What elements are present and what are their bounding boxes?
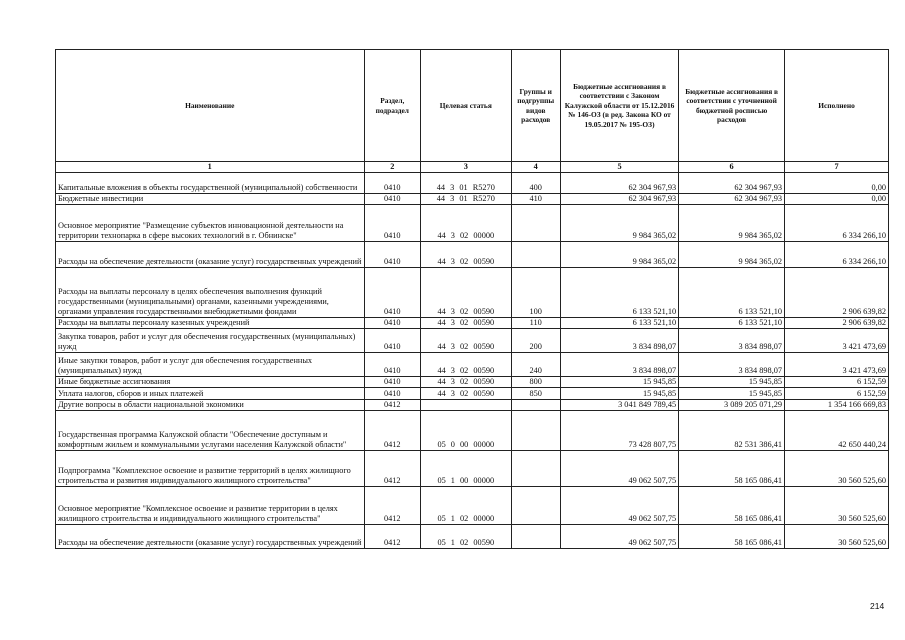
row-target-article: 44 3 02 00590 — [421, 329, 511, 353]
row-name: Иные закупки товаров, работ и услуг для обеспечения государственных (муниципальных) нужд — [56, 353, 365, 377]
header-budget-law: Бюджетные ассигнования в соответствии с Законом Калужской области от 15.12.2016 № 146-ОЗ (в ред. Закона КО от 19.05.2017 № 195-ОЗ) — [560, 50, 678, 162]
column-number: 2 — [364, 162, 421, 173]
header-name: Наименование — [56, 50, 365, 162]
row-target-article: 44 3 02 00590 — [421, 388, 511, 400]
row-section: 0410 — [364, 268, 421, 318]
row-executed: 30 560 525,60 — [785, 525, 889, 549]
row-expense-group: 400 — [511, 173, 560, 194]
header-target-article: Целевая статья — [421, 50, 511, 162]
row-target-article: 05 1 02 00590 — [421, 525, 511, 549]
row-executed: 6 152,59 — [785, 388, 889, 400]
row-expense-group — [511, 411, 560, 451]
row-target-article: 05 0 00 00000 — [421, 411, 511, 451]
row-executed: 6 334 266,10 — [785, 205, 889, 242]
row-target-article: 44 3 02 00590 — [421, 353, 511, 377]
column-number: 4 — [511, 162, 560, 173]
row-executed: 30 560 525,60 — [785, 451, 889, 487]
row-executed: 0,00 — [785, 194, 889, 205]
row-target-article — [421, 400, 511, 411]
column-number: 5 — [560, 162, 678, 173]
row-budget-law: 6 133 521,10 — [560, 268, 678, 318]
row-budget-law: 49 062 507,75 — [560, 451, 678, 487]
row-expense-group: 240 — [511, 353, 560, 377]
row-name: Капитальные вложения в объекты государственной (муниципальной) собственности — [56, 173, 365, 194]
row-executed: 2 906 639,82 — [785, 268, 889, 318]
row-executed: 3 421 473,69 — [785, 329, 889, 353]
row-name: Государственная программа Калужской области "Обеспечение доступным и комфортным жильем и коммунальными услугами населения Калужской области" — [56, 411, 365, 451]
table-row — [56, 451, 889, 487]
row-name: Расходы на выплаты персоналу казенных учреждений — [56, 318, 365, 329]
row-target-article: 44 3 02 00590 — [421, 242, 511, 268]
table-row — [56, 205, 889, 242]
row-budget-refined: 3 834 898,07 — [679, 353, 785, 377]
row-section: 0412 — [364, 400, 421, 411]
table-row — [56, 353, 889, 377]
row-budget-law: 9 984 365,02 — [560, 242, 678, 268]
row-budget-law: 62 304 967,93 — [560, 173, 678, 194]
row-name: Уплата налогов, сборов и иных платежей — [56, 388, 365, 400]
row-budget-refined: 3 089 205 071,29 — [679, 400, 785, 411]
row-name: Основное мероприятие "Размещение субъектов инновационной деятельности на территории технопарка в сфере высоких технологий в г. Обнинске" — [56, 205, 365, 242]
row-budget-refined: 62 304 967,93 — [679, 173, 785, 194]
table-row — [56, 173, 889, 194]
row-expense-group: 800 — [511, 377, 560, 388]
row-name: Подпрограмма "Комплексное освоение и развитие территорий в целях жилищного строительства и развития индивидуального жилищного строительства" — [56, 451, 365, 487]
row-budget-law: 3 834 898,07 — [560, 353, 678, 377]
row-expense-group: 110 — [511, 318, 560, 329]
column-number-row — [56, 162, 889, 173]
row-expense-group — [511, 525, 560, 549]
row-executed: 30 560 525,60 — [785, 487, 889, 525]
row-section: 0412 — [364, 487, 421, 525]
row-section: 0410 — [364, 353, 421, 377]
row-budget-law: 3 041 849 789,45 — [560, 400, 678, 411]
row-section: 0410 — [364, 388, 421, 400]
row-target-article: 44 3 02 00590 — [421, 377, 511, 388]
row-name: Другие вопросы в области национальной экономики — [56, 400, 365, 411]
row-section: 0410 — [364, 173, 421, 194]
row-target-article: 44 3 01 R5270 — [421, 173, 511, 194]
row-target-article: 44 3 02 00000 — [421, 205, 511, 242]
table-row — [56, 194, 889, 205]
header-budget-refined: Бюджетные ассигнования в соответствии с уточненной бюджетной росписью расходов — [679, 50, 785, 162]
row-budget-law: 49 062 507,75 — [560, 487, 678, 525]
row-budget-law: 9 984 365,02 — [560, 205, 678, 242]
row-expense-group: 410 — [511, 194, 560, 205]
table-row — [56, 400, 889, 411]
column-number: 3 — [421, 162, 511, 173]
row-target-article: 05 1 02 00000 — [421, 487, 511, 525]
row-budget-law: 15 945,85 — [560, 388, 678, 400]
row-section: 0412 — [364, 525, 421, 549]
row-budget-refined: 15 945,85 — [679, 388, 785, 400]
row-name: Иные бюджетные ассигнования — [56, 377, 365, 388]
row-expense-group — [511, 451, 560, 487]
row-budget-law: 3 834 898,07 — [560, 329, 678, 353]
row-name: Расходы на обеспечение деятельности (оказание услуг) государственных учреждений — [56, 242, 365, 268]
page-number: 214 — [870, 601, 885, 611]
row-executed: 6 152,59 — [785, 377, 889, 388]
row-budget-law: 73 428 807,75 — [560, 411, 678, 451]
header-row — [56, 50, 889, 162]
row-expense-group — [511, 487, 560, 525]
row-section: 0410 — [364, 194, 421, 205]
row-section: 0410 — [364, 318, 421, 329]
header-expense-group: Группы и подгруппы видов расходов — [511, 50, 560, 162]
row-executed: 6 334 266,10 — [785, 242, 889, 268]
row-expense-group — [511, 205, 560, 242]
row-budget-law: 15 945,85 — [560, 377, 678, 388]
row-name: Бюджетные инвестиции — [56, 194, 365, 205]
table-row — [56, 242, 889, 268]
table-row — [56, 487, 889, 525]
row-name: Расходы на выплаты персоналу в целях обеспечения выполнения функций государственными (муниципальными) органами, казенными учреждениями, органами управления государственными внебюджетными фондами — [56, 268, 365, 318]
header-section: Раздел, подраздел — [364, 50, 421, 162]
table-row — [56, 411, 889, 451]
row-name: Расходы на обеспечение деятельности (оказание услуг) государственных учреждений — [56, 525, 365, 549]
row-section: 0410 — [364, 242, 421, 268]
row-section: 0410 — [364, 377, 421, 388]
row-budget-law: 6 133 521,10 — [560, 318, 678, 329]
row-executed: 3 421 473,69 — [785, 353, 889, 377]
row-expense-group — [511, 400, 560, 411]
row-executed: 1 354 166 669,83 — [785, 400, 889, 411]
row-target-article: 44 3 02 00590 — [421, 318, 511, 329]
row-name: Основное мероприятие "Комплексное освоение и развитие территории в целях жилищного строительства и индивидуального жилищного строительства" — [56, 487, 365, 525]
row-executed: 2 906 639,82 — [785, 318, 889, 329]
column-number: 6 — [679, 162, 785, 173]
budget-execution-table — [55, 49, 889, 549]
table-row — [56, 318, 889, 329]
row-budget-refined: 9 984 365,02 — [679, 242, 785, 268]
row-target-article: 44 3 01 R5270 — [421, 194, 511, 205]
row-name: Закупка товаров, работ и услуг для обеспечения государственных (муниципальных) нужд — [56, 329, 365, 353]
row-expense-group: 850 — [511, 388, 560, 400]
row-budget-law: 62 304 967,93 — [560, 194, 678, 205]
table-row — [56, 329, 889, 353]
column-number: 7 — [785, 162, 889, 173]
row-section: 0410 — [364, 329, 421, 353]
row-budget-refined: 58 165 086,41 — [679, 525, 785, 549]
row-expense-group — [511, 242, 560, 268]
table-row — [56, 388, 889, 400]
row-section: 0410 — [364, 205, 421, 242]
row-budget-refined: 58 165 086,41 — [679, 451, 785, 487]
row-budget-refined: 6 133 521,10 — [679, 318, 785, 329]
row-budget-law: 49 062 507,75 — [560, 525, 678, 549]
row-budget-refined: 3 834 898,07 — [679, 329, 785, 353]
header-executed: Исполнено — [785, 50, 889, 162]
table-row — [56, 268, 889, 318]
row-budget-refined: 82 531 386,41 — [679, 411, 785, 451]
row-executed: 42 650 440,24 — [785, 411, 889, 451]
row-section: 0412 — [364, 411, 421, 451]
row-executed: 0,00 — [785, 173, 889, 194]
row-target-article: 44 3 02 00590 — [421, 268, 511, 318]
row-section: 0412 — [364, 451, 421, 487]
row-target-article: 05 1 00 00000 — [421, 451, 511, 487]
row-expense-group: 200 — [511, 329, 560, 353]
row-budget-refined: 9 984 365,02 — [679, 205, 785, 242]
row-expense-group: 100 — [511, 268, 560, 318]
column-number: 1 — [56, 162, 365, 173]
table-row — [56, 525, 889, 549]
row-budget-refined: 62 304 967,93 — [679, 194, 785, 205]
row-budget-refined: 58 165 086,41 — [679, 487, 785, 525]
table-row — [56, 377, 889, 388]
row-budget-refined: 15 945,85 — [679, 377, 785, 388]
row-budget-refined: 6 133 521,10 — [679, 268, 785, 318]
